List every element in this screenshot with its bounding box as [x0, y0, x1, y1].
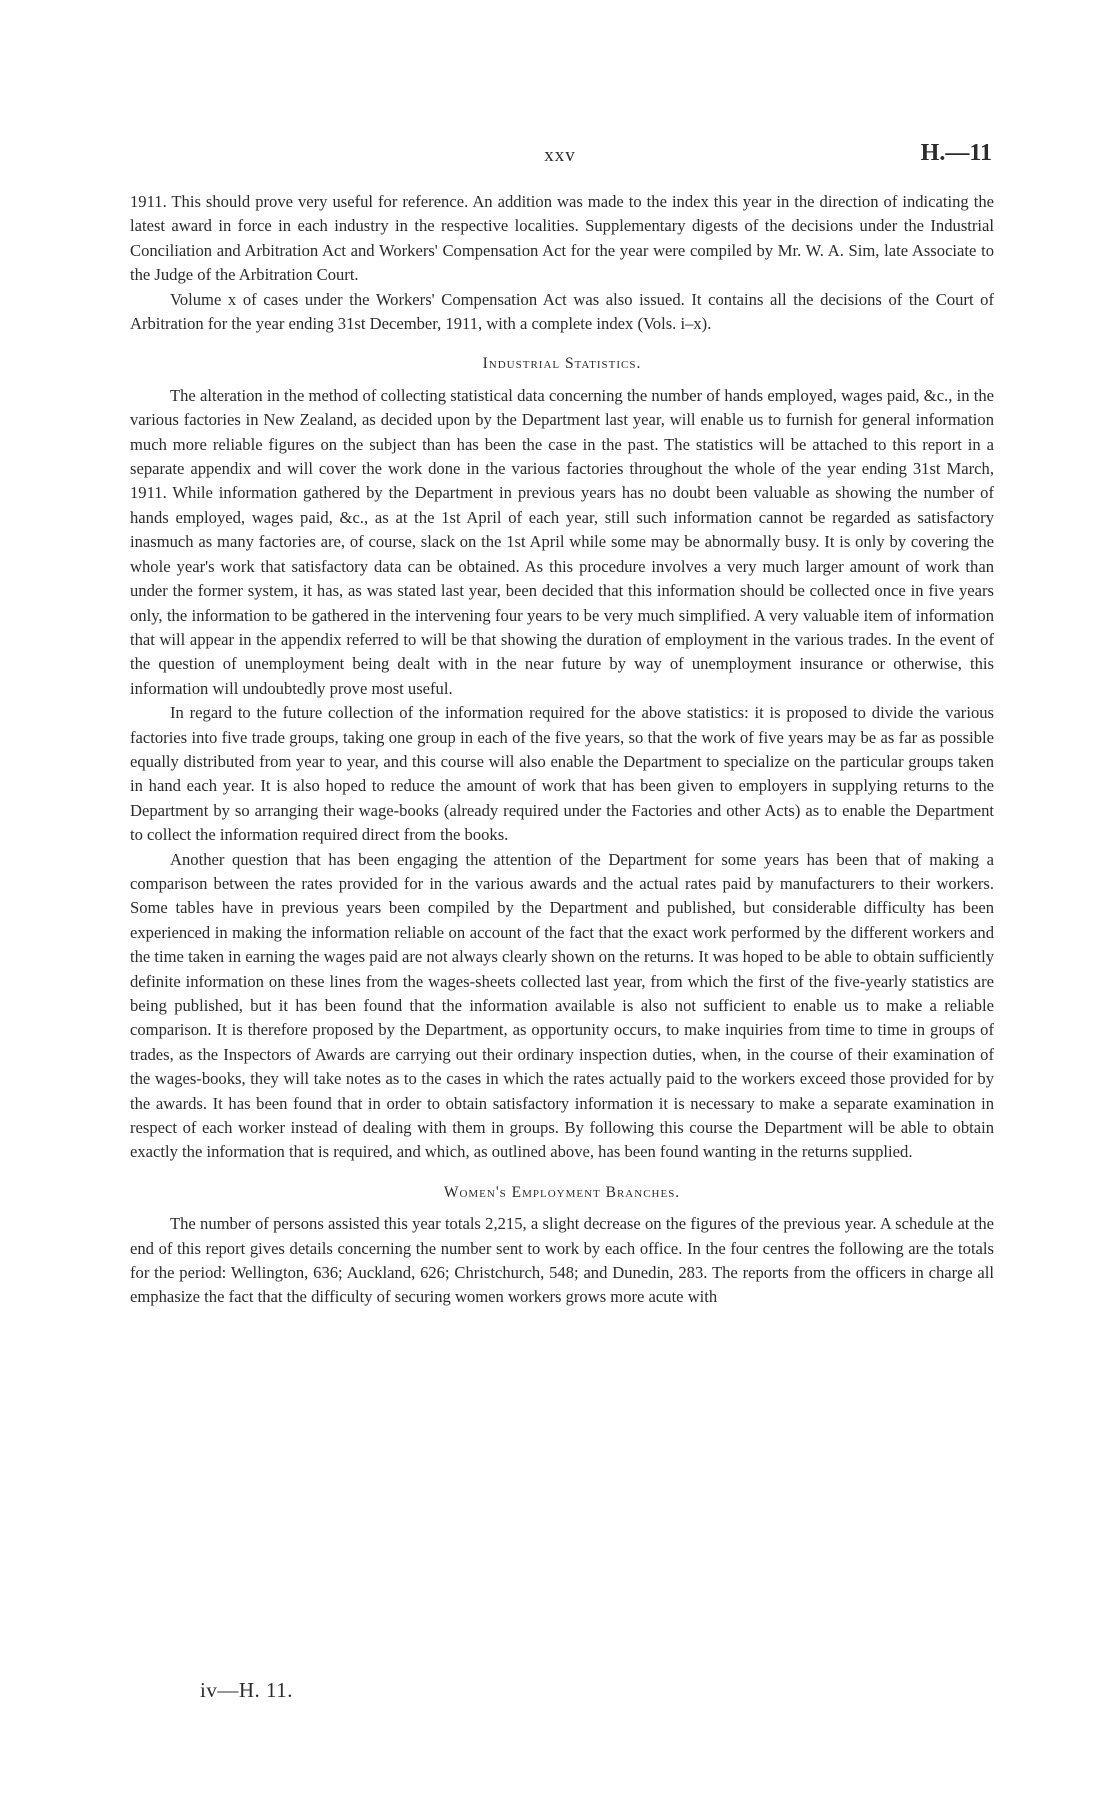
intro-paragraph-volume-x: Volume x of cases under the Workers' Compensation Act was also issued. It contains all the decisions of the Court of Arbitration for the year ending 31st December, 1911, with a complete index (Vols. i–x). [130, 289, 994, 334]
signature-mark: iv—H. 11. [200, 1678, 293, 1702]
document-reference: H.—11 [920, 140, 992, 166]
intro-paragraph-continuation: 1911. This should prove very useful for reference. An addition was made to the index this year in the direction of indicating the latest award in force in each industry in the respective localities. Supplementary digests of the decisions under the Industrial Conciliation and Arbitration Act and Workers' Compensation Act for the year were compiled by Mr. W. A. Sim, late Associate to the Judge of the Arbitration Court. [130, 192, 994, 285]
industrial-statistics-paragraph-2: In regard to the future collection of the information required for the above statistics: it is proposed to divide the various factories into five trade groups, taking one group in each of the five years, so that the work of five years may be as far as possible equally distributed from year to year, and this course will also enable the Department to specialize on the particular groups taken in hand each year. It is also hoped to reduce the amount of work that has been given to employers in supplying returns to the Department by so arranging their wage-books (already required under the Factories and other Acts) as to enable the Department to collect the information required direct from the books. [130, 703, 994, 845]
industrial-statistics-paragraph-1: The alteration in the method of collecting statistical data concerning the number of hands employed, wages paid, &c., in the various factories in New Zealand, as decided upon by the Department last year, will enable us to furnish for general information much more reliable figures on the subject than has been the case in the past. The statistics will be attached to this report in a separate appendix and will cover the work done in the various factories throughout the whole of the year ending 31st March, 1911. While information gathered by the Department in previous years has no doubt been valuable as showing the number of hands employed, wages paid, &c., as at the 1st April of each year, still such information cannot be regarded as satisfactory inasmuch as many factories are, of course, slack on the 1st April while some may be abnormally busy. It is only by covering the whole year's work that satisfactory data can be obtained. As this procedure involves a very much larger amount of work than under the former system, it has, as was stated last year, been decided that this information should be collected once in five years only, the information to be gathered in the intervening four years to be very much simplified. A very valuable item of information that will appear in the appendix referred to will be that showing the duration of employment in the various trades. In the event of the question of unemployment being dealt with in the near future by way of unemployment insurance or otherwise, this information will undoubtedly prove most useful. [130, 385, 994, 698]
page-body [130, 190, 994, 1310]
page-number: xxv [544, 145, 576, 166]
womens-employment-paragraph-1: The number of persons assisted this year totals 2,215, a slight decrease on the figures of the previous year. A schedule at the end of this report gives details concerning the number sent to work by each office. In the four centres the following are the totals for the period: Wellington, 636; Auckland, 626; Christchurch, 548; and Dunedin, 283. The reports from the officers in charge all emphasize the fact that the difficulty of securing women workers grows more acute with [130, 1214, 994, 1307]
industrial-statistics-paragraph-3: Another question that has been engaging the attention of the Department for some years has been that of making a comparison between the rates provided for in the various awards and the actual rates paid by manufacturers to their workers. Some tables have in previous years been compiled by the Department and published, but considerable difficulty has been experienced in making the information reliable on account of the fact that the exact work performed by the different workers and the time taken in earning the wages paid are not always clearly shown on the returns. It was hoped to be able to obtain sufficiently definite information on these lines from the wages-sheets collected last year, from which the first of the five-yearly statistics are being published, but it has been found that the information available is also not sufficient to enable us to make a reliable comparison. It is therefore proposed by the Department, as opportunity occurs, to make inquiries from time to time in groups of trades, as the Inspectors of Awards are carrying out their ordinary inspection duties, when, in the course of their examination of the wages-books, they will take notes as to the cases in which the rates actually paid to the workers exceed those provided for by the awards. It has been found that in order to obtain satisfactory information it is necessary to make a separate examination in respect of each worker instead of dealing with them in groups. By following this course the Department will be able to obtain exactly the information that is required, and which, as outlined above, has been found wanting in the returns supplied. [130, 849, 994, 1162]
section-heading-womens-employment: Women's Employment Branches. [443, 1183, 681, 1201]
section-heading-industrial-statistics: Industrial Statistics. [482, 355, 642, 373]
